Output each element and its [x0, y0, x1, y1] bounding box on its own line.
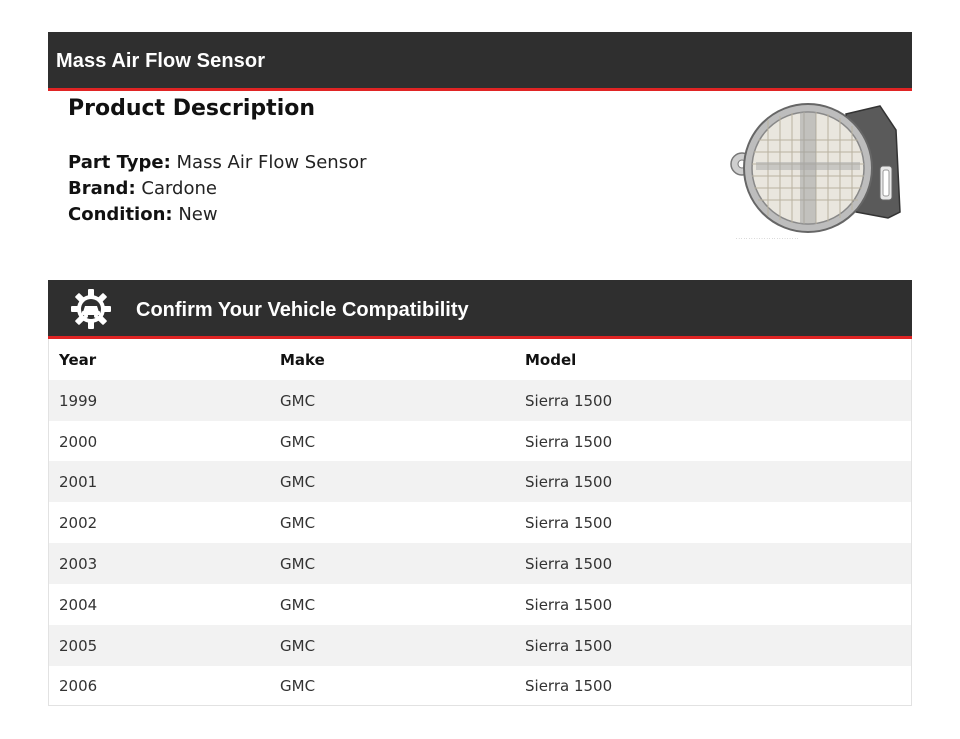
model-cell: Sierra 1500 [525, 555, 613, 573]
mass-air-flow-sensor-image [728, 100, 908, 242]
model-cell: Sierra 1500 [525, 514, 613, 532]
year-cell: 2006 [59, 677, 98, 695]
spec-brand [68, 178, 217, 199]
year-cell: 2003 [59, 555, 98, 573]
product-image [728, 100, 908, 242]
model-cell: Sierra 1500 [525, 392, 613, 410]
make-cell: GMC [280, 473, 316, 491]
model-cell: Sierra 1500 [525, 473, 613, 491]
year-cell: 2004 [59, 596, 98, 614]
description-heading: Product Description [68, 96, 316, 121]
year-cell: 2002 [59, 514, 98, 532]
table-row [49, 584, 911, 625]
spec-value: Cardone [141, 178, 217, 199]
table-row [49, 461, 911, 502]
model-cell: Sierra 1500 [525, 433, 613, 451]
year-cell: 1999 [59, 392, 98, 410]
table-row [49, 502, 911, 543]
make-cell: GMC [280, 596, 316, 614]
column-header-make: Make [280, 351, 325, 369]
spec-condition [68, 204, 218, 225]
svg-text:· · · · · · · · · · · · · · ·: · · · · · · · · · · · · · · · · · · · · · · · · · [736, 236, 799, 241]
make-cell: GMC [280, 677, 316, 695]
spec-key: Part Type: [68, 152, 171, 173]
make-cell: GMC [280, 555, 316, 573]
make-cell: GMC [280, 433, 316, 451]
table-row [49, 625, 911, 666]
year-cell: 2000 [59, 433, 98, 451]
model-cell: Sierra 1500 [525, 677, 613, 695]
make-cell: GMC [280, 392, 316, 410]
product-title-bar [48, 32, 912, 91]
year-cell: 2005 [59, 637, 98, 655]
model-cell: Sierra 1500 [525, 637, 613, 655]
product-title: Mass Air Flow Sensor [56, 50, 266, 72]
compatibility-table [48, 339, 912, 706]
model-cell: Sierra 1500 [525, 596, 613, 614]
table-row [49, 380, 911, 421]
spec-value: New [178, 204, 218, 225]
make-cell: GMC [280, 637, 316, 655]
gear-car-icon [70, 288, 112, 330]
compatibility-title: Confirm Your Vehicle Compatibility [136, 299, 469, 321]
compatibility-bar [48, 280, 912, 339]
table-header-row [49, 339, 911, 380]
table-row [49, 665, 911, 706]
spec-key: Brand: [68, 178, 136, 199]
spec-key: Condition: [68, 204, 173, 225]
spec-part-type [68, 152, 367, 173]
spec-value: Mass Air Flow Sensor [176, 152, 367, 173]
column-header-year: Year [59, 351, 97, 369]
table-row [49, 543, 911, 584]
make-cell: GMC [280, 514, 316, 532]
year-cell: 2001 [59, 473, 98, 491]
column-header-model: Model [525, 351, 577, 369]
table-row [49, 421, 911, 462]
